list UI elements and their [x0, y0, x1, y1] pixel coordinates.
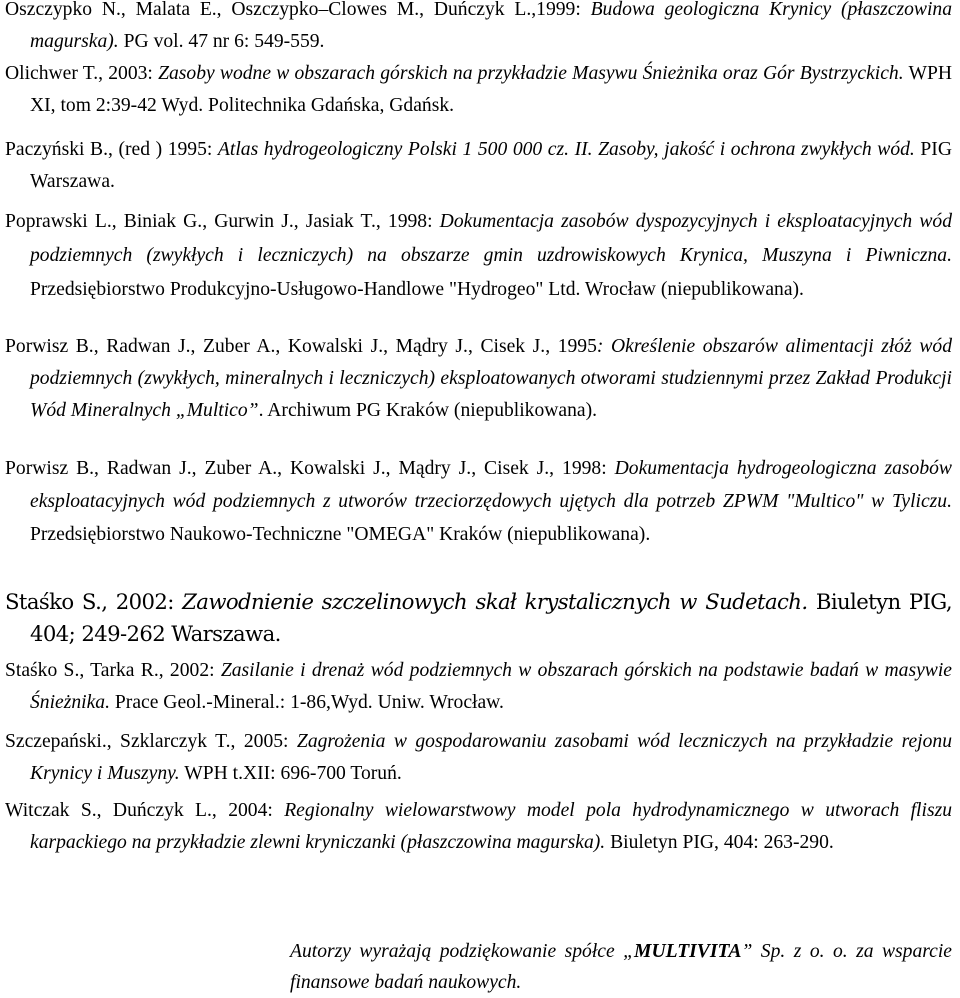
reference-title: Atlas hydrogeologiczny Polski 1 500 000 cz. II. Zasoby, jakość i ochrona zwykłych wód.: [217, 139, 915, 160]
acknowledgement: [290, 936, 952, 998]
reference-title: Zasilanie i drenaż wód podziemnych w obszarach górskich na podstawie badań w masywie Śnieżnika.: [30, 660, 952, 713]
reference-source: Przedsiębiorstwo Naukowo-Techniczne "OMEGA" Kraków (niepublikowana).: [30, 524, 651, 545]
reference-source: WPH XI, tom 2:39-42 Wyd. Politechnika Gdańska, Gdańsk.: [30, 63, 953, 116]
reference-source: . Archiwum PG Kraków (niepublikowana).: [258, 400, 598, 421]
reference-entry: [5, 655, 952, 719]
reference-authors: Poprawski L., Biniak G., Gurwin J., Jasiak T., 1998:: [5, 211, 440, 232]
reference-source: Przedsiębiorstwo Produkcyjno-Usługowo-Handlowe "Hydrogeo" Ltd. Wrocław (niepublikowana).: [30, 279, 804, 300]
reference-title: Zawodnienie szczelinowych skał krystalicznych w Sudetach.: [182, 589, 808, 614]
reference-authors: Porwisz B., Radwan J., Zuber A., Kowalski J., Mądry J., Cisek J., 1995: [5, 336, 597, 357]
reference-entry: [5, 331, 952, 427]
reference-title: : Określenie obszarów alimentacji złóż wód podziemnych (zwykłych, mineralnych i leczniczych) eksploatowanych otworami studziennymi przez Zakład Produkcji Wód Mineralnych „Multico”: [30, 336, 952, 421]
reference-entry: [5, 452, 952, 551]
reference-authors: Staśko S., 2002:: [5, 589, 183, 614]
reference-authors: Witczak S., Duńczyk L., 2004:: [5, 800, 285, 821]
reference-source: Prace Geol.-Mineral.: 1-86,Wyd. Uniw. Wrocław.: [110, 692, 504, 713]
reference-source: WPH t.XII: 696-700 Toruń.: [179, 763, 402, 784]
reference-entry: [5, 134, 952, 198]
reference-source: Biuletyn PIG, 404: 263-290.: [605, 832, 834, 853]
reference-entry: [5, 0, 952, 58]
acknowledgement-text-end: ” Sp. z o. o. za wsparcie finansowe badań naukowych.: [290, 941, 952, 993]
reference-source: PIG Warszawa.: [30, 139, 952, 192]
acknowledgement-text: Autorzy wyrażają podziękowanie spółce „: [290, 941, 635, 962]
reference-source: Biuletyn PIG, 404; 249-262 Warszawa.: [30, 589, 952, 646]
reference-authors: Staśko S., Tarka R., 2002:: [5, 660, 221, 681]
reference-entry: [5, 726, 952, 790]
reference-authors: Olichwer T., 2003:: [5, 63, 159, 84]
reference-entry: [5, 205, 952, 307]
reference-title: Dokumentacja zasobów dyspozycyjnych i eksploatacyjnych wód podziemnych (zwykłych i leczniczych) na obszarze gmin uzdrowiskowych Krynica, Muszyna i Piwniczna.: [30, 211, 952, 266]
reference-entry: [5, 586, 952, 650]
reference-entry: [5, 58, 952, 122]
reference-title: Regionalny wielowarstwowy model pola hydrodynamicznego w utworach fliszu karpackiego na przykładzie zlewni kryniczanki (płaszczowina magurska).: [30, 800, 952, 853]
reference-title: Budowa geologiczna Krynicy (płaszczowina magurska).: [30, 0, 952, 52]
reference-authors: Oszczypko N., Malata E., Oszczypko–Clowes M., Duńczyk L.,1999:: [5, 0, 591, 20]
reference-authors: Szczepański., Szklarczyk T., 2005:: [5, 731, 297, 752]
reference-title: Dokumentacja hydrogeologiczna zasobów eksploatacyjnych wód podziemnych z utworów trzeciorzędowych ujętych dla potrzeb ZPWM "Multico" w Tyliczu.: [30, 458, 952, 512]
reference-authors: Porwisz B., Radwan J., Zuber A., Kowalski J., Mądry J., Cisek J., 1998:: [5, 458, 615, 479]
reference-title: Zagrożenia w gospodarowaniu zasobami wód leczniczych na przykładzie rejonu Krynicy i Muszyny.: [30, 731, 952, 784]
reference-source: PG vol. 47 nr 6: 549-559.: [118, 31, 325, 52]
reference-entry: [5, 795, 952, 859]
reference-title: Zasoby wodne w obszarach górskich na przykładzie Masywu Śnieżnika oraz Gór Bystrzyckich.: [158, 63, 904, 84]
company-name: MULTIVITA: [634, 941, 742, 962]
reference-authors: Paczyński B., (red ) 1995:: [5, 139, 218, 160]
